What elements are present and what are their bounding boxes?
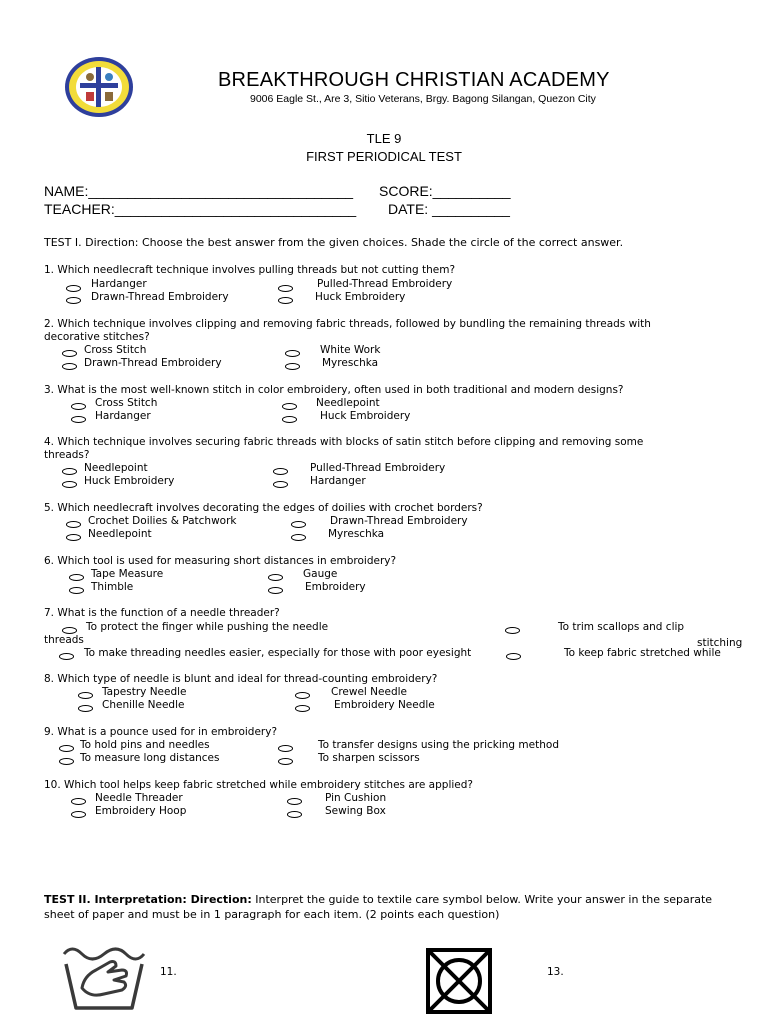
option-label: To protect the finger while pushing the needle — [86, 621, 329, 633]
answer-bubble[interactable] — [66, 297, 81, 304]
question-text: 10. Which tool helps keep fabric stretched while embroidery stitches are applied? — [44, 779, 473, 791]
answer-bubble[interactable] — [273, 481, 288, 488]
option-label: Huck Embroidery — [320, 410, 411, 422]
answer-bubble[interactable] — [71, 798, 86, 805]
option-label: White Work — [320, 344, 381, 356]
option-label: Tape Measure — [91, 568, 164, 580]
date-field[interactable]: DATE: __________ — [388, 201, 510, 217]
option-label: Myreschka — [328, 528, 385, 540]
answer-bubble[interactable] — [62, 363, 77, 370]
option-label: To sharpen scissors — [318, 752, 420, 764]
question-text: 2. Which technique involves clipping and removing fabric threads, followed by bundling the remaining threads with — [44, 318, 651, 330]
option-label: To hold pins and needles — [80, 739, 210, 751]
option-label: Hardanger — [91, 278, 147, 290]
answer-bubble[interactable] — [295, 692, 310, 699]
option-label: To make threading needles easier, especially for those with poor eyesight — [84, 647, 472, 659]
answer-bubble[interactable] — [59, 653, 74, 660]
answer-bubble[interactable] — [295, 705, 310, 712]
answer-bubble[interactable] — [69, 587, 84, 594]
item-number-13: 13. — [547, 966, 564, 978]
option-label: Huck Embroidery — [315, 291, 406, 303]
answer-bubble[interactable] — [268, 574, 283, 581]
answer-bubble[interactable] — [59, 758, 74, 765]
question-text-cont: threads? — [44, 449, 90, 461]
do-not-wash-icon — [424, 948, 494, 1014]
test1-direction: TEST I. Direction: Choose the best answer from the given choices. Shade the circle of the correct answer. — [44, 236, 624, 249]
answer-bubble[interactable] — [287, 811, 302, 818]
option-label: Chenille Needle — [102, 699, 185, 711]
answer-bubble[interactable] — [62, 350, 77, 357]
option-label: To measure long distances — [80, 752, 220, 764]
option-label: Hardanger — [310, 475, 366, 487]
test2-text: Interpret the guide to textile care symbol below. Write your answer in the separate sheet of paper and must be in 1 paragraph for each item. (2 points each question) — [44, 893, 713, 921]
answer-bubble[interactable] — [291, 521, 306, 528]
option-label: Pulled-Thread Embroidery — [317, 278, 453, 290]
option-label: Myreschka — [322, 357, 379, 369]
test2-label: TEST II. Interpretation: Direction: — [44, 893, 252, 906]
answer-bubble[interactable] — [62, 627, 77, 634]
option-label: Sewing Box — [325, 805, 386, 817]
option-label: Embroidery — [305, 581, 366, 593]
answer-bubble[interactable] — [62, 468, 77, 475]
test2-direction — [44, 892, 744, 922]
answer-bubble[interactable] — [66, 285, 81, 292]
option-label: Cross Stitch — [84, 344, 147, 356]
answer-bubble[interactable] — [291, 534, 306, 541]
school-address: 9006 Eagle St., Are 3, Sitio Veterans, Brgy. Bagong Silangan, Quezon City — [250, 93, 596, 105]
answer-bubble[interactable] — [71, 811, 86, 818]
answer-bubble[interactable] — [66, 521, 81, 528]
option-label: Needlepoint — [316, 397, 380, 409]
school-seal-logo — [63, 55, 135, 119]
answer-bubble[interactable] — [62, 481, 77, 488]
option-label: Pin Cushion — [325, 792, 387, 804]
question-text: 5. Which needlecraft involves decorating the edges of doilies with crochet borders? — [44, 502, 483, 514]
name-field[interactable]: NAME:__________________________________ — [44, 183, 354, 199]
answer-bubble[interactable] — [278, 745, 293, 752]
answer-bubble[interactable] — [273, 468, 288, 475]
question-text: 4. Which technique involves securing fabric threads with blocks of satin stitch before clipping and removing some — [44, 436, 644, 448]
option-label: Needlepoint — [84, 462, 148, 474]
answer-bubble[interactable] — [66, 534, 81, 541]
answer-bubble[interactable] — [282, 416, 297, 423]
answer-bubble[interactable] — [505, 627, 520, 634]
option-label: Embroidery Hoop — [95, 805, 187, 817]
answer-bubble[interactable] — [59, 745, 74, 752]
answer-bubble[interactable] — [78, 692, 93, 699]
teacher-field[interactable]: TEACHER:_______________________________ — [44, 201, 357, 217]
question-text: 8. Which type of needle is blunt and ideal for thread-counting embroidery? — [44, 673, 438, 685]
answer-bubble[interactable] — [278, 297, 293, 304]
option-label-wrap: stitching — [697, 637, 743, 649]
option-label: Gauge — [303, 568, 338, 580]
answer-bubble[interactable] — [285, 350, 300, 357]
answer-bubble[interactable] — [285, 363, 300, 370]
answer-bubble[interactable] — [287, 798, 302, 805]
question-text: 7. What is the function of a needle threader? — [44, 607, 280, 619]
option-label: To transfer designs using the pricking method — [318, 739, 559, 751]
option-label: Tapestry Needle — [102, 686, 187, 698]
item-number-11: 11. — [160, 966, 177, 978]
question-text: 1. Which needlecraft technique involves pulling threads but not cutting them? — [44, 264, 456, 276]
answer-bubble[interactable] — [71, 416, 86, 423]
answer-bubble[interactable] — [278, 285, 293, 292]
question-text: 6. Which tool is used for measuring short distances in embroidery? — [44, 555, 397, 567]
answer-bubble[interactable] — [71, 403, 86, 410]
option-label: Crewel Needle — [331, 686, 407, 698]
school-name: BREAKTHROUGH CHRISTIAN ACADEMY — [218, 69, 610, 91]
option-label-wrap: threads — [44, 634, 84, 646]
option-label: Hardanger — [95, 410, 151, 422]
answer-bubble[interactable] — [69, 574, 84, 581]
answer-bubble[interactable] — [78, 705, 93, 712]
option-label: Drawn-Thread Embroidery — [330, 515, 468, 527]
hand-wash-icon — [60, 940, 148, 1012]
question-text-cont: decorative stitches? — [44, 331, 150, 343]
option-label: Embroidery Needle — [334, 699, 435, 711]
option-label: Cross Stitch — [95, 397, 158, 409]
option-label: Drawn-Thread Embroidery — [91, 291, 229, 303]
test-subject: TLE 9 — [366, 131, 402, 146]
option-label: Pulled-Thread Embroidery — [310, 462, 446, 474]
option-label: To keep fabric stretched while — [564, 647, 721, 659]
option-label: Crochet Doilies & Patchwork — [88, 515, 237, 527]
test-title: FIRST PERIODICAL TEST — [306, 149, 462, 164]
score-field[interactable]: SCORE:__________ — [379, 183, 511, 199]
question-text: 9. What is a pounce used for in embroidery? — [44, 726, 278, 738]
answer-bubble[interactable] — [282, 403, 297, 410]
question-text: 3. What is the most well-known stitch in color embroidery, often used in both traditional and modern designs? — [44, 384, 624, 396]
answer-bubble[interactable] — [268, 587, 283, 594]
option-label: Drawn-Thread Embroidery — [84, 357, 222, 369]
option-label: Thimble — [91, 581, 134, 593]
option-label: Huck Embroidery — [84, 475, 175, 487]
answer-bubble[interactable] — [506, 653, 521, 660]
option-label: To trim scallops and clip — [558, 621, 685, 633]
option-label: Needlepoint — [88, 528, 152, 540]
answer-bubble[interactable] — [278, 758, 293, 765]
option-label: Needle Threader — [95, 792, 183, 804]
